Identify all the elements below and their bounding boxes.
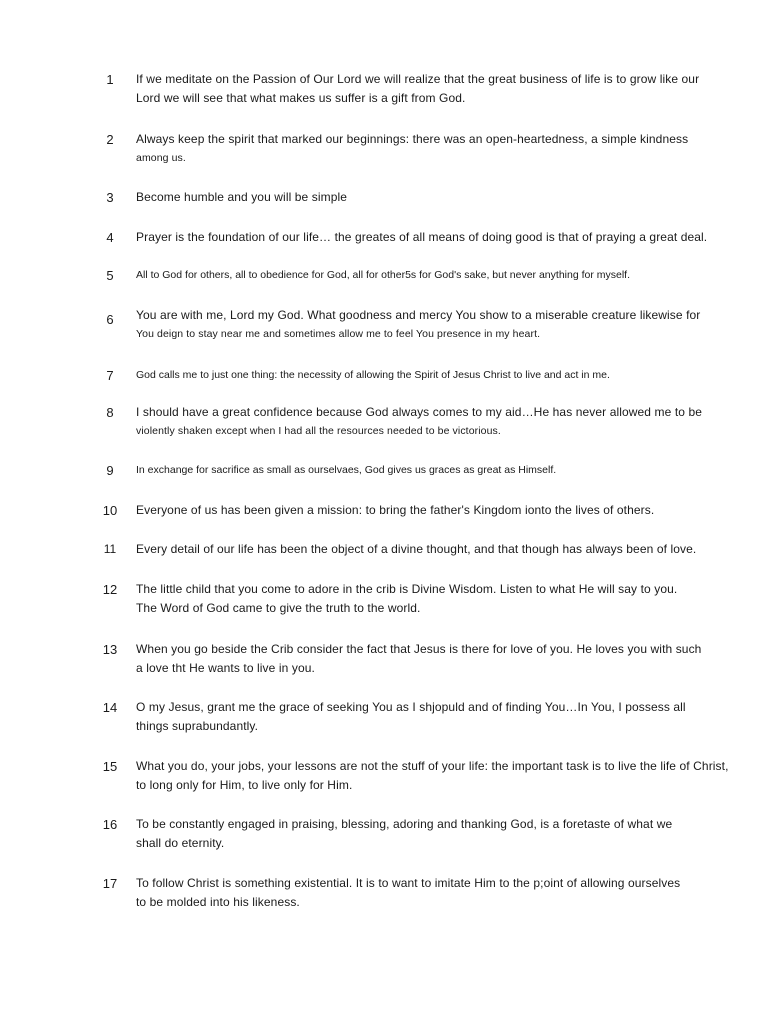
item-line: The little child that you come to adore in the crib is Divine Wisdom. Listen to what He will say to you. — [136, 582, 678, 596]
item-number: 2 — [106, 132, 114, 147]
item-number: 10 — [102, 503, 118, 518]
item-line: All to God for others, all to obedience for God, all for other5s for God's sake, but never anything for myself. — [136, 269, 631, 281]
item-text — [136, 874, 756, 912]
item-text — [136, 757, 756, 795]
item-text — [136, 501, 756, 520]
item-line: to long only for Him, to live only for Him. — [136, 778, 353, 792]
item-text — [136, 70, 756, 108]
item-text — [136, 640, 756, 678]
item-line: The Word of God came to give the truth to the world. — [136, 601, 421, 615]
item-number: 12 — [102, 582, 118, 597]
item-number: 3 — [106, 190, 114, 205]
item-line: What you do, your jobs, your lessons are not the stuff of your life: the important task is to live the life of Christ, — [136, 759, 729, 773]
item-number: 14 — [102, 700, 118, 715]
item-number: 13 — [102, 642, 118, 657]
item-line: Prayer is the foundation of our life… the greates of all means of doing good is that of praying a great deal. — [136, 230, 708, 244]
item-text — [136, 266, 756, 285]
item-line: among us. — [136, 152, 186, 164]
item-number: 1 — [106, 72, 114, 87]
item-text — [136, 580, 756, 618]
item-line: things suprabundantly. — [136, 719, 259, 733]
item-line: O my Jesus, grant me the grace of seeking You as I shjopuld and of finding You…In You, I possess all — [136, 700, 686, 714]
item-line: to be molded into his likeness. — [136, 895, 300, 909]
item-text — [136, 698, 756, 736]
item-number: 11 — [103, 542, 117, 556]
item-number: 6 — [106, 312, 114, 327]
item-number: 9 — [106, 463, 114, 478]
item-text — [136, 403, 756, 441]
item-line: Always keep the spirit that marked our beginnings: there was an open-heartedness, a simple kindness — [136, 132, 689, 146]
item-number: 17 — [102, 876, 118, 891]
item-number: 8 — [106, 405, 114, 420]
item-line: God calls me to just one thing: the necessity of allowing the Spirit of Jesus Christ to live and act in me. — [136, 369, 610, 381]
item-line: In exchange for sacrifice as small as ourselvaes, God gives us graces as great as Himself. — [136, 464, 557, 476]
item-text — [136, 306, 756, 344]
item-line: violently shaken except when I had all the resources needed to be victorious. — [136, 425, 501, 437]
item-line: If we meditate on the Passion of Our Lord we will realize that the great business of life is to grow like our — [136, 72, 700, 86]
item-line: Every detail of our life has been the object of a divine thought, and that though has always been of love. — [136, 542, 697, 556]
item-line: Everyone of us has been given a mission: to bring the father's Kingdom ionto the lives of others. — [136, 503, 655, 517]
item-number: 5 — [106, 268, 114, 283]
item-line: To follow Christ is something existential. It is to want to imitate Him to the p;oint of allowing ourselves — [136, 876, 681, 890]
item-line: Become humble and you will be simple — [136, 190, 348, 204]
item-text — [136, 188, 756, 207]
item-text — [136, 366, 756, 385]
item-line: To be constantly engaged in praising, blessing, adoring and thanking God, is a foretaste of what we — [136, 817, 673, 831]
item-line: I should have a great confidence because God always comes to my aid…He has never allowed me to be — [136, 405, 703, 419]
item-line: When you go beside the Crib consider the fact that Jesus is there for love of you. He loves you with such — [136, 642, 702, 656]
item-text — [136, 130, 756, 168]
item-line: You deign to stay near me and sometimes allow me to feel You presence in my heart. — [136, 328, 541, 340]
item-number: 16 — [102, 817, 118, 832]
item-number: 15 — [102, 759, 118, 774]
item-text — [136, 228, 756, 247]
item-number: 4 — [106, 230, 114, 245]
item-line: Lord we will see that what makes us suffer is a gift from God. — [136, 91, 466, 105]
item-line: a love tht He wants to live in you. — [136, 661, 315, 675]
item-text — [136, 540, 756, 559]
item-text — [136, 461, 756, 480]
item-text — [136, 815, 756, 853]
item-line: You are with me, Lord my God. What goodness and mercy You show to a miserable creature likewise for — [136, 308, 701, 322]
item-number: 7 — [106, 368, 114, 383]
item-line: shall do eternity. — [136, 836, 225, 850]
